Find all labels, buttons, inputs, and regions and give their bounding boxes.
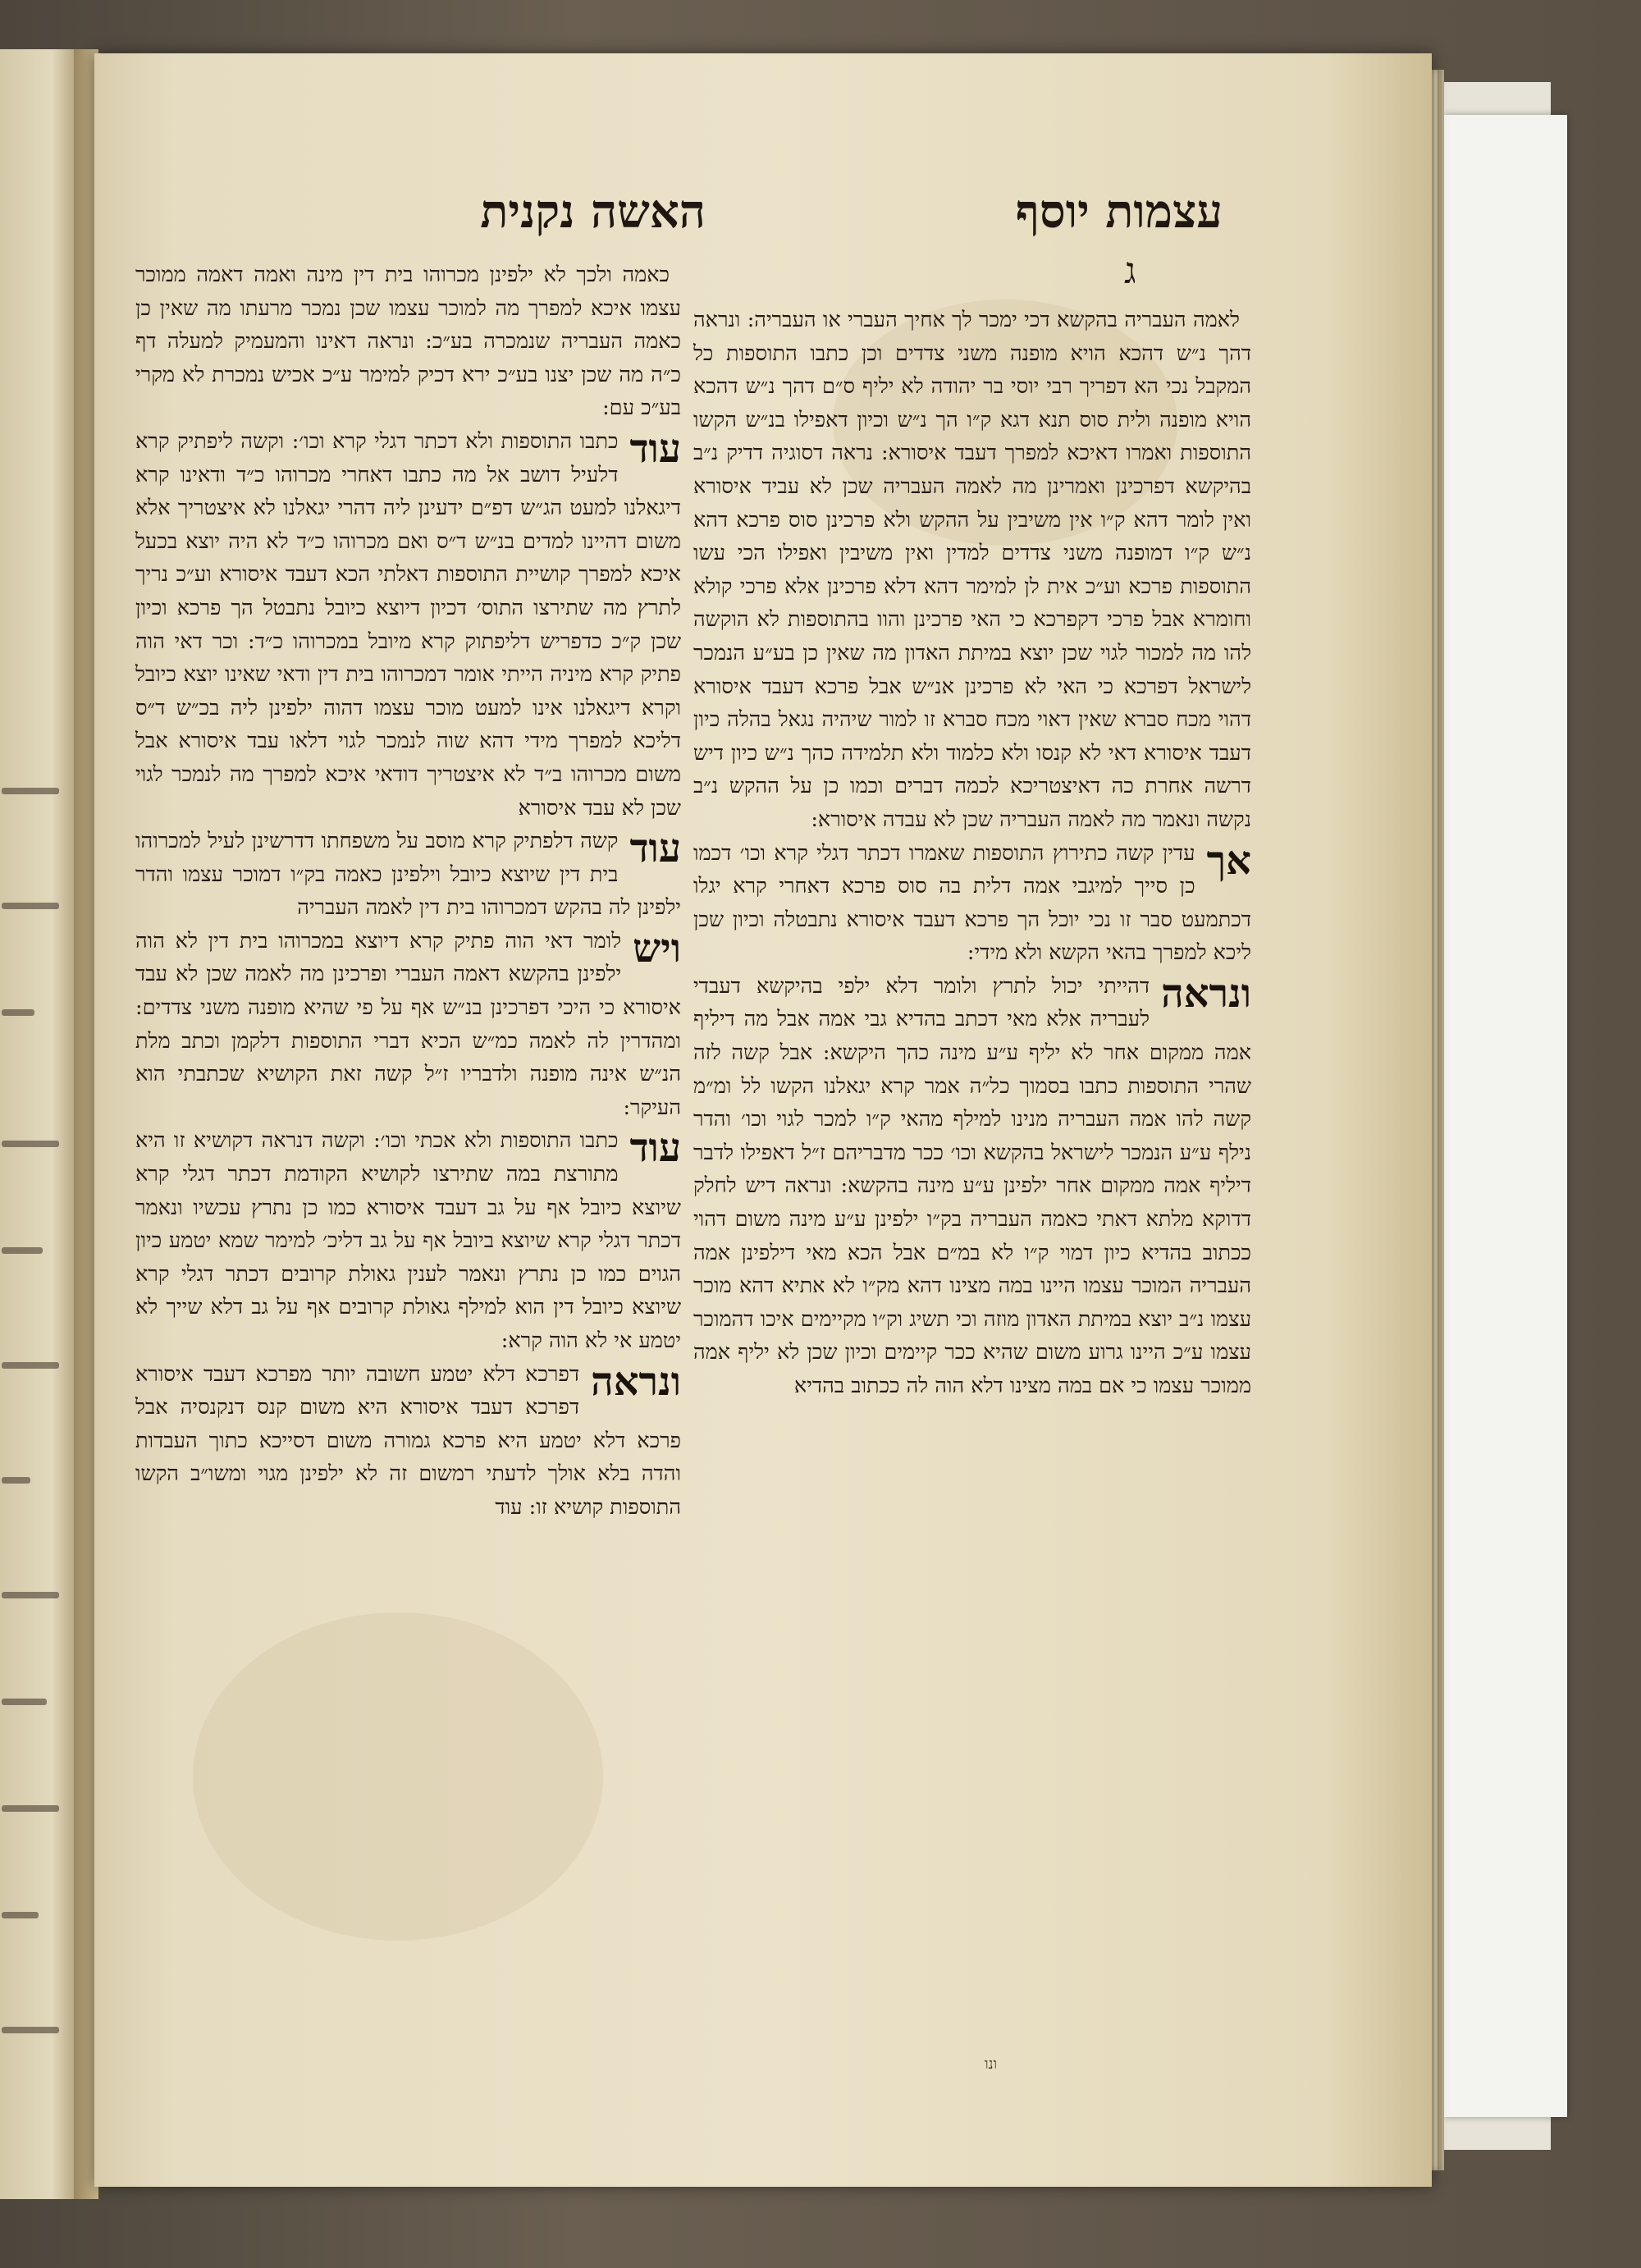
paragraph-text: דהייתי יכול לתרץ ולומר דלא ילפי בהיקשא דעבדי לעבריה אלא מאי דכתב בהדיא גבי אמה אבל מה דיליף אמה ממקום אחר לא יליף ע״ע מינה כהך היקשא: אבל קשה לזה שהרי התוספות כתבו בסמוך כל״ה אמר קרא יגאלנו הקשו לל ומ״מ קשה להו אמה העבריה מנינו למילף מהאי ק״ו למכר לגוי וכו׳ והדר נילף ע״ע הנמכר לישראל בהקשא וכו׳ ככר מדבריהם ז״ל דאפילו לדבר דיליף אמה ממקום אחר ילפינן ע״ע מינה בהקשא: ונראה דיש לחלק דדוקא מלתא דאתי כאמה העבריה בק״ו ילפינן ע״ע מינה משום דהוי ככתוב בהדיא כיון דמוי ק״ו לא במ״ם אבל הכא מאי דילפינן אמה העבריה המוכר עצמו היינו במה מצינו דהא מק״ו לא אתיא דהא מוכר עצמו נ״ב יוצא במיתת האדון מוזה וכי תשיג וק״ו מקיימים איכו דהמוכר עצמו ע״כ היינו גרוע משום שהיא ככר קיימים וכיון שכן לא יליף אמה ממוכר עצמו כי אם במה מצינו דלא הוה לה ככתוב בהדיא [693, 973, 1252, 1398]
paragraph [135, 425, 681, 825]
paragraph [135, 258, 681, 425]
paragraph-text: לומר דאי הוה פתיק קרא דיוצא במכרוהו בית דין לא הוה ילפינן בהקשא דאמה העברי ופרכינן מה לאמה שכן לא עבד איסורא כי היכי דפרכינן בנ״ש אף על פי שהיא מופנה משני צדדים: ומהדרין לה לאמה כמ״ש הכיא דברי התוספות דלקמן וכתב מלת הנ״ש אינה מופנה ולדבריו ז״ל קשה זאת הקושיא שכתבתי הוא העיקר: [135, 928, 681, 1120]
opening-keyword: אך [1206, 837, 1251, 884]
paragraph-text: כתבו התוספות ולא אכתי וכו׳: וקשה דנראה דקושיא זו היא מתורצת במה שתירצו לקושיא הקודמת דכתר דגלי קרא שיוצא כיובל אף על גב דעבד איסורא כמו כן נתרץ עכשיו ונאמר דכתר דגלי קרא שיוצא ביובל אף על גב דליכ׳ למימר שמא יטמע כיון הגוים כמו כן נתרץ ונאמר לענין גאולת קרובים דכתר דגלי קרא שיוצא כיובל דין הוא למילף גאולת קרובים אף על גב דלא שייך לא יטמע אי לא הוה קרא: [135, 1128, 681, 1353]
left-text-column [135, 258, 681, 1525]
paper-slip [1444, 115, 1567, 2117]
opening-keyword: ונראה [1161, 970, 1251, 1017]
opening-keyword: ונראה [591, 1358, 681, 1405]
right-text-column [693, 304, 1251, 1403]
paragraph-text: דפרכא דלא יטמע חשובה יותר מפרכא דעבד איסורא דפרכא דעבד איסורא היא משום קנס דנקנסיה אבל פרכא דלא יטמע היא פרכא גמורה משום דסייכא כתוך העבדות והדה בלא אולך לדעתי רמשום זה לא ילפינן מגוי ומשו״ב הקשו התוספות קושיא זו: עוד [135, 1361, 681, 1520]
running-head-tractate: האשה נקנית [480, 185, 706, 239]
opening-keyword: עוד [629, 1125, 681, 1172]
opening-keyword: עוד [629, 425, 681, 472]
paragraph [135, 1124, 681, 1357]
page-stain [193, 1612, 603, 1941]
paragraph [135, 825, 681, 925]
paragraph-text: לאמה העבריה בהקשא דכי ימכר לך אחיך העברי או העבריה: ונראה דהך נ״ש דהכא הויא מופנה משני צדדים וכן כתבו התוספות כל המקבל נכי הא דפריך רבי יוסי בר יהודה לא יליף ס״ם דהך נ״ש דהכא הויא מופנה ולית סוס תנא דגא ק״ו הך נ״ש וכיון דאפילו בנ״ש הקשו התוספות ואמרו דאיכא למפרך דעבד איסורא: נראה דסוגיה דדיק נ״ב בהיקשא דפרכינן ואמרינן מה לאמה העבריה שכן לא עביד איסורא ואין לומר דהא ק״ו אין משיבין על ההקש ולא פרכינן סוס פרכא דהא נ״ש ק״ו דמופנה משני צדדים למדין ואין משיבין ואפילו הכי עשו התוספות פרכא וע״כ אית לן למימר דהא דלא פרכינן אלא פרכי קולא וחומרא אבל פרכי דקפרכא כי האי פרכינן והוו בהתוספות לא הוקשה להו מה למכור לגוי שכן יוצא במיתת האדון מה שאין כן בע״ע הנמכר לישראל דפרכא כי האי לא פרכינן אנ״ש אבל פרכא דעבד איסורא דהוי מכח סברא שאין דאוי מכח סברא זו למור שיהיה נגאל בהלה כיון דעבד איסורא דאי לא קנסו ולא כלמוד ולא תלמידה כהך נ״ש כיון דיש דרשה אחרת כה דאיצטריכא לכמה דברים וכמו כן על ההקש נ״ב נקשה ונאמר מה לאמה העבריה שכן לא עבדה איסורא: [693, 308, 1251, 832]
facing-page-edge [0, 49, 79, 2199]
paragraph [693, 837, 1251, 970]
paragraph [693, 970, 1251, 1403]
signature-mark: ונו [985, 2055, 998, 2073]
paragraph [135, 925, 681, 1125]
header-mark: ג [1124, 250, 1136, 292]
paragraph-text: כאמה ולכך לא ילפינן מכרוהו בית דין מינה ואמה דאמה ממוכר עצמו איכא למפרך מה למוכר עצמו שכן נמכר מרעתו מה שאין כן כאמה העבריה שנמכרה בע״כ: ונראה דאינו והמעמיק למעלה דף כ״ה מה שכן יצנו בע״כ ירא דכיק למימר ע״כ אכיש נמכרת לא מקרי בע״כ עם: [135, 263, 681, 421]
paragraph-text: קשה דלפתיק קרא מוסב על משפחתו דדרשינן לעיל למכרוהו בית דין שיוצא כיובל וילפינן כאמה בק״ו דמוכר עצמו והדר ילפינן לה בהקש דמכרוהו בית דין לאמה העבריה [135, 829, 681, 921]
paragraph-text: עדין קשה כתירוץ התוספות שאמרו דכתר דגלי קרא וכו׳ דכמו כן סייך למיגבי אמה דלית בה סוס פרכא דאחרי קרא יגלו דכתמעט סבר זו נכי יוכל הך פרכא דעבד איסורא נתבטלה וכיון שכן ליכא למפרך בהאי הקשא ולא מידי: [693, 840, 1251, 966]
paragraph [135, 1358, 681, 1525]
paragraph [693, 304, 1251, 837]
paragraph-text: כתבו התוספות ולא דכתר דגלי קרא וכו׳: וקשה ליפתיק קרא דלעיל דושב אל מה כתבו דאחרי מכרוהו כ״ד ודאינו קרא דיגאלנו למעט הג״ש דפ״ם ידעינן ליה דהרי יגאלנו לא איצטריך אלא משום דהיינו למדים בנ״ש ד״ס ואם מכרוהו כ״ד לא היה יוצא בכעל איכא למפרך קושיית התוספות דאלתי הכא דעבד איסורא וע״כ נריך לתרץ מה שתירצו התוס׳ דכיון דיוצא כיובל נתבטל הך פרכא וכיון שכן ק״כ כדפריש דליפתוק קרא מיובל במכרוהו כ״ד: וכר דאי הוה פתיק קרא מיניה הייתי אומר דמכרוהו בית דין ודאי שאינו יוצא כיובל וקרא דיגאלנו אינו למעט מוכר עצמו דהוה ילפינן ליה בכ״ש ד״ס דליכא למפרך מידי דהא שוה לנמכר לגוי דלאו עבד איסורא אבל משום מכרוהו ב״ד לא איצטריך דודאי איכא למפרך מה לנמכר לגוי שכן לא עבד איסורא [135, 428, 681, 821]
opening-keyword: עוד [629, 825, 681, 872]
opening-keyword: ויש [633, 925, 681, 972]
running-head-title: עצמות יוסף [1015, 185, 1223, 239]
